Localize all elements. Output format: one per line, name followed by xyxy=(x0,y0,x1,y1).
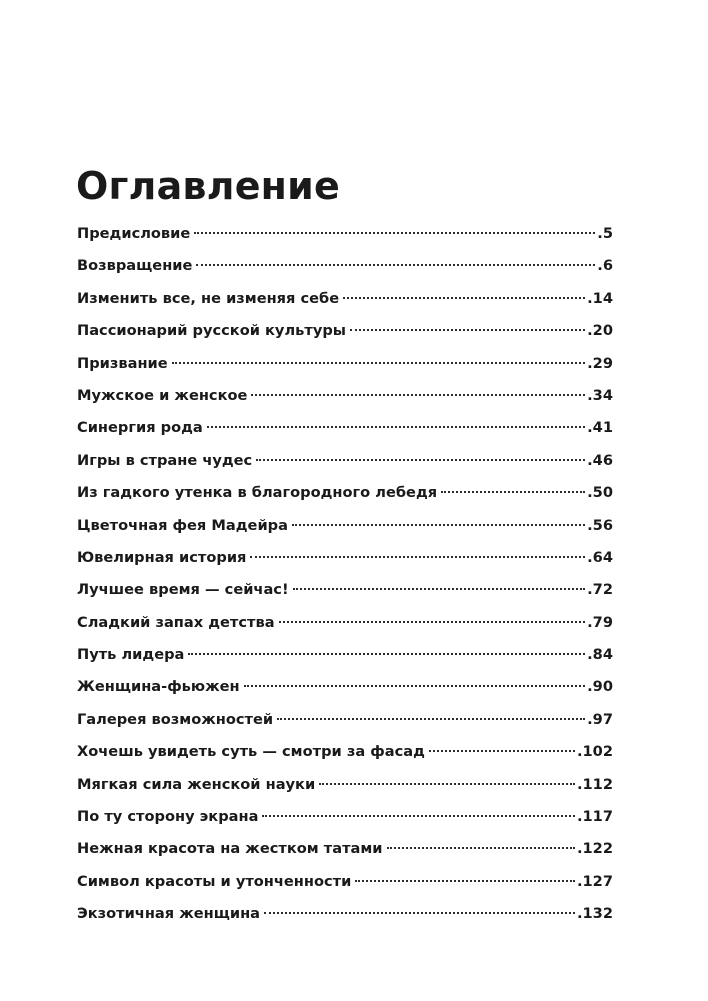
toc-entry xyxy=(77,898,613,930)
toc-entry xyxy=(77,671,613,703)
dot-leader xyxy=(264,912,575,914)
toc-entry xyxy=(77,477,613,509)
toc-entry-title: Возвращение xyxy=(77,257,193,275)
toc-entry-page-number: .72 xyxy=(587,581,613,599)
toc-entry xyxy=(77,250,613,282)
dot-leader xyxy=(244,685,586,687)
dot-leader xyxy=(277,718,585,720)
dot-leader xyxy=(251,394,585,396)
toc-entry-title: Лучшее время — сейчас! xyxy=(77,581,289,599)
toc-entry xyxy=(77,736,613,768)
toc-entry-page-number: .41 xyxy=(587,419,613,437)
toc-entry xyxy=(77,607,613,639)
toc-entry xyxy=(77,866,613,898)
toc-entry-page-number: .102 xyxy=(576,743,613,761)
dot-leader xyxy=(262,815,575,817)
dot-leader xyxy=(256,459,585,461)
toc-entry xyxy=(77,833,613,865)
toc-entry-page-number: .84 xyxy=(587,646,613,664)
toc-entry-page-number: .112 xyxy=(576,775,613,793)
toc-entry-page-number: .29 xyxy=(587,354,613,372)
dot-leader xyxy=(319,783,575,785)
toc-entry xyxy=(77,348,613,380)
toc-entry-page-number: .64 xyxy=(587,548,613,566)
toc-entry-title: Мужское и женское xyxy=(77,386,248,404)
toc-entry-title: Галерея возможностей xyxy=(77,710,274,728)
toc-entry-page-number: .132 xyxy=(576,905,613,923)
dot-leader xyxy=(293,588,586,590)
toc-entry-page-number: .56 xyxy=(587,516,613,534)
toc-entry xyxy=(77,704,613,736)
toc-entry-title: Цветочная фея Мадейра xyxy=(77,516,288,534)
toc-entry-title: По ту сторону экрана xyxy=(77,808,259,826)
toc-entry-title: Изменить все, не изменяя себе xyxy=(77,289,340,307)
toc-entry xyxy=(77,283,613,315)
toc-entry xyxy=(77,412,613,444)
dot-leader xyxy=(292,524,585,526)
dot-leader xyxy=(188,653,585,655)
toc-entry-title: Из гадкого утенка в благородного лебедя xyxy=(77,484,438,502)
toc-entry-page-number: .117 xyxy=(576,808,613,826)
toc-entry xyxy=(77,380,613,412)
toc-entry-title: Экзотичная женщина xyxy=(77,905,260,923)
toc-entry-title: Символ красоты и утонченности xyxy=(77,872,352,890)
toc-entry-page-number: .34 xyxy=(587,386,613,404)
toc-entry xyxy=(77,574,613,606)
toc-entry xyxy=(77,315,613,347)
toc-entry-title: Нежная красота на жестком татами xyxy=(77,840,383,858)
toc-entry-title: Мягкая сила женской науки xyxy=(77,775,316,793)
dot-leader xyxy=(207,426,585,428)
dot-leader xyxy=(429,750,575,752)
toc-entry-title: Призвание xyxy=(77,354,168,372)
toc-entry-page-number: .6 xyxy=(597,257,613,275)
toc-entry xyxy=(77,445,613,477)
toc-entry-page-number: .127 xyxy=(576,872,613,890)
toc-entry-title: Предисловие xyxy=(77,225,191,242)
toc-entry-title: Ювелирная история xyxy=(77,548,247,566)
dot-leader xyxy=(441,491,585,493)
toc-entry-page-number: .14 xyxy=(587,289,613,307)
toc-entry xyxy=(77,769,613,801)
toc-entry-title: Синергия рода xyxy=(77,419,203,437)
dot-leader xyxy=(250,556,585,558)
dot-leader xyxy=(196,264,595,266)
toc-entry-page-number: .5 xyxy=(597,225,613,242)
toc-entry-title: Игры в стране чудес xyxy=(77,451,253,469)
toc-entry-page-number: .97 xyxy=(587,710,613,728)
toc-entry-page-number: .90 xyxy=(587,678,613,696)
toc-entry xyxy=(77,639,613,671)
dot-leader xyxy=(355,880,575,882)
toc-entry-title: Хочешь увидеть суть — смотри за фасад xyxy=(77,743,425,761)
dot-leader xyxy=(343,297,585,299)
toc-entry xyxy=(77,218,613,250)
toc-entry-page-number: .122 xyxy=(576,840,613,858)
toc-entry-title: Сладкий запах детства xyxy=(77,613,275,631)
table-of-contents xyxy=(77,218,613,931)
toc-entry-title: Пассионарий русской культуры xyxy=(77,322,346,340)
toc-entry-page-number: .20 xyxy=(587,322,613,340)
toc-entry-page-number: .46 xyxy=(587,451,613,469)
dot-leader xyxy=(172,362,585,364)
toc-entry-page-number: .79 xyxy=(587,613,613,631)
dot-leader xyxy=(279,621,586,623)
toc-entry-title: Путь лидера xyxy=(77,646,185,664)
dot-leader xyxy=(387,847,575,849)
toc-entry xyxy=(77,510,613,542)
toc-entry xyxy=(77,801,613,833)
dot-leader xyxy=(350,329,585,331)
toc-entry xyxy=(77,542,613,574)
dot-leader xyxy=(194,232,595,234)
page-title: Оглавление xyxy=(76,164,340,208)
toc-entry-page-number: .50 xyxy=(587,484,613,502)
toc-entry-title: Женщина-фьюжен xyxy=(77,678,240,696)
